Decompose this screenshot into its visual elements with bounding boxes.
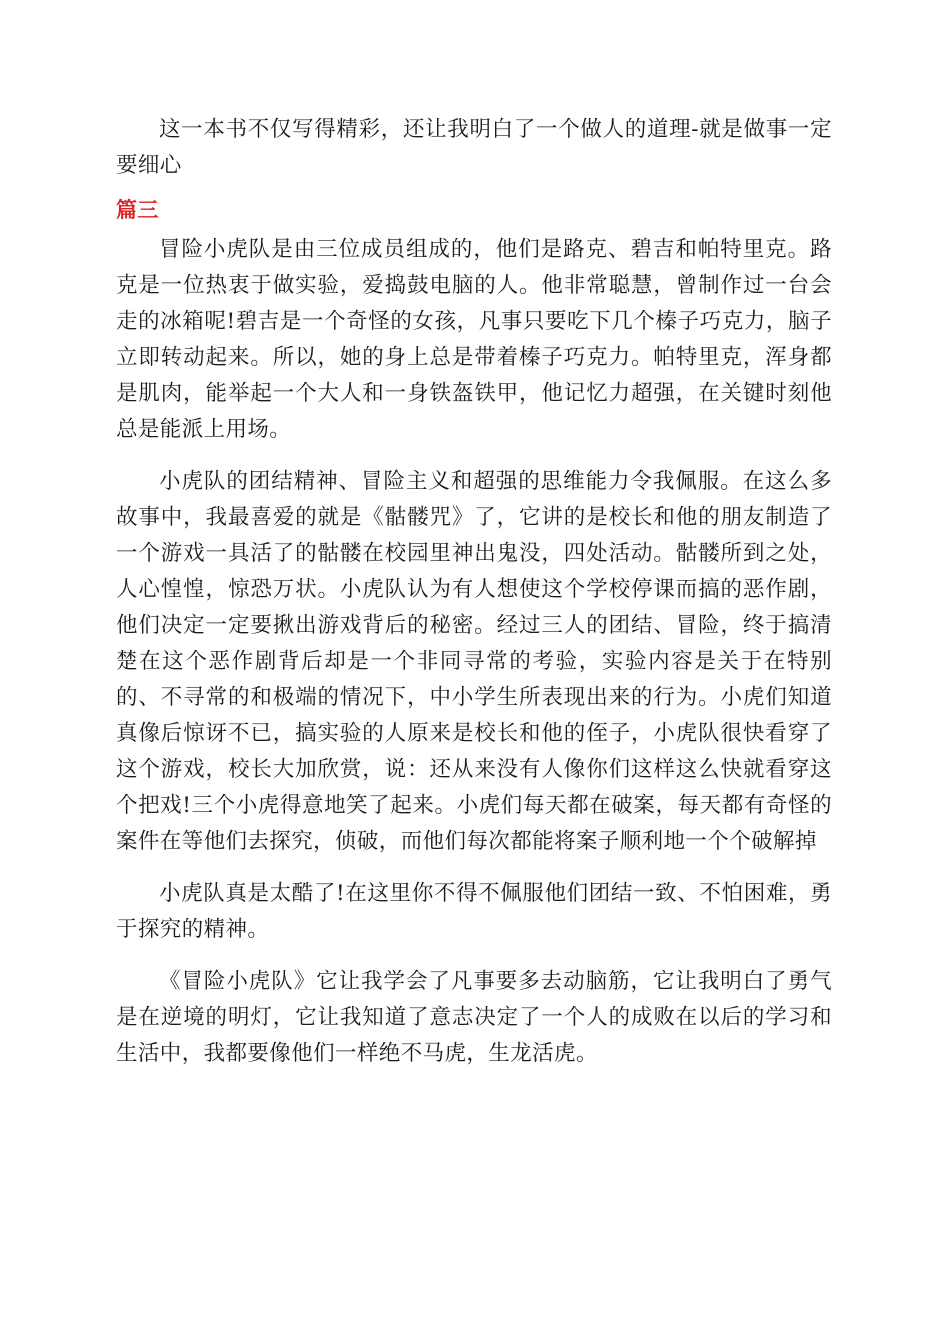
document-page [116, 112, 832, 1072]
body-paragraph-3: 小虎队真是太酷了!在这里你不得不佩服他们团结一致、不怕困难，勇于探究的精神。 [116, 881, 832, 942]
body-paragraph-1: 冒险小虎队是由三位成员组成的，他们是路克、碧吉和帕特里克。路克是一位热衷于做实验，爱捣鼓电脑的人。他非常聪慧，曾制作过一台会走的冰箱呢!碧吉是一个奇怪的女孩，凡事只要吃下几个榛子巧克力，脑子立即转动起来。所以，她的身上总是带着榛子巧克力。帕特里克，浑身都是肌肉，能举起一个大人和一身铁盔铁甲，他记忆力超强，在关键时刻他总是能派上用场。 [116, 237, 832, 442]
body-paragraph-4: 《冒险小虎队》它让我学会了凡事要多去动脑筋，它让我明白了勇气是在逆境的明灯，它让我知道了意志决定了一个人的成败在以后的学习和生活中，我都要像他们一样绝不马虎，生龙活虎。 [116, 969, 832, 1066]
section-heading: 篇三 [116, 198, 159, 222]
body-paragraph-2: 小虎队的团结精神、冒险主义和超强的思维能力令我佩服。在这么多故事中，我最喜爱的就是《骷髅咒》了，它讲的是校长和他的朋友制造了一个游戏一具活了的骷髅在校园里神出鬼没，四处活动。骷髅所到之处，人心惶惶，惊恐万状。小虎队认为有人想使这个学校停课而搞的恶作剧，他们决定一定要揪出游戏背后的秘密。经过三人的团结、冒险，终于搞清楚在这个恶作剧背后却是一个非同寻常的考验，实验内容是关于在特别的、不寻常的和极端的情况下，中小学生所表现出来的行为。小虎们知道真像后惊讶不已，搞实验的人原来是校长和他的侄子，小虎队很快看穿了这个游戏，校长大加欣赏，说：还从来没有人像你们这样这么快就看穿这个把戏!三个小虎得意地笑了起来。小虎们每天都在破案，每天都有奇怪的案件在等他们去探究，侦破，而他们每次都能将案子顺利地一个个破解掉 [116, 469, 832, 854]
intro-paragraph: 这一本书不仅写得精彩，还让我明白了一个做人的道理-就是做事一定要细心 [116, 117, 832, 178]
